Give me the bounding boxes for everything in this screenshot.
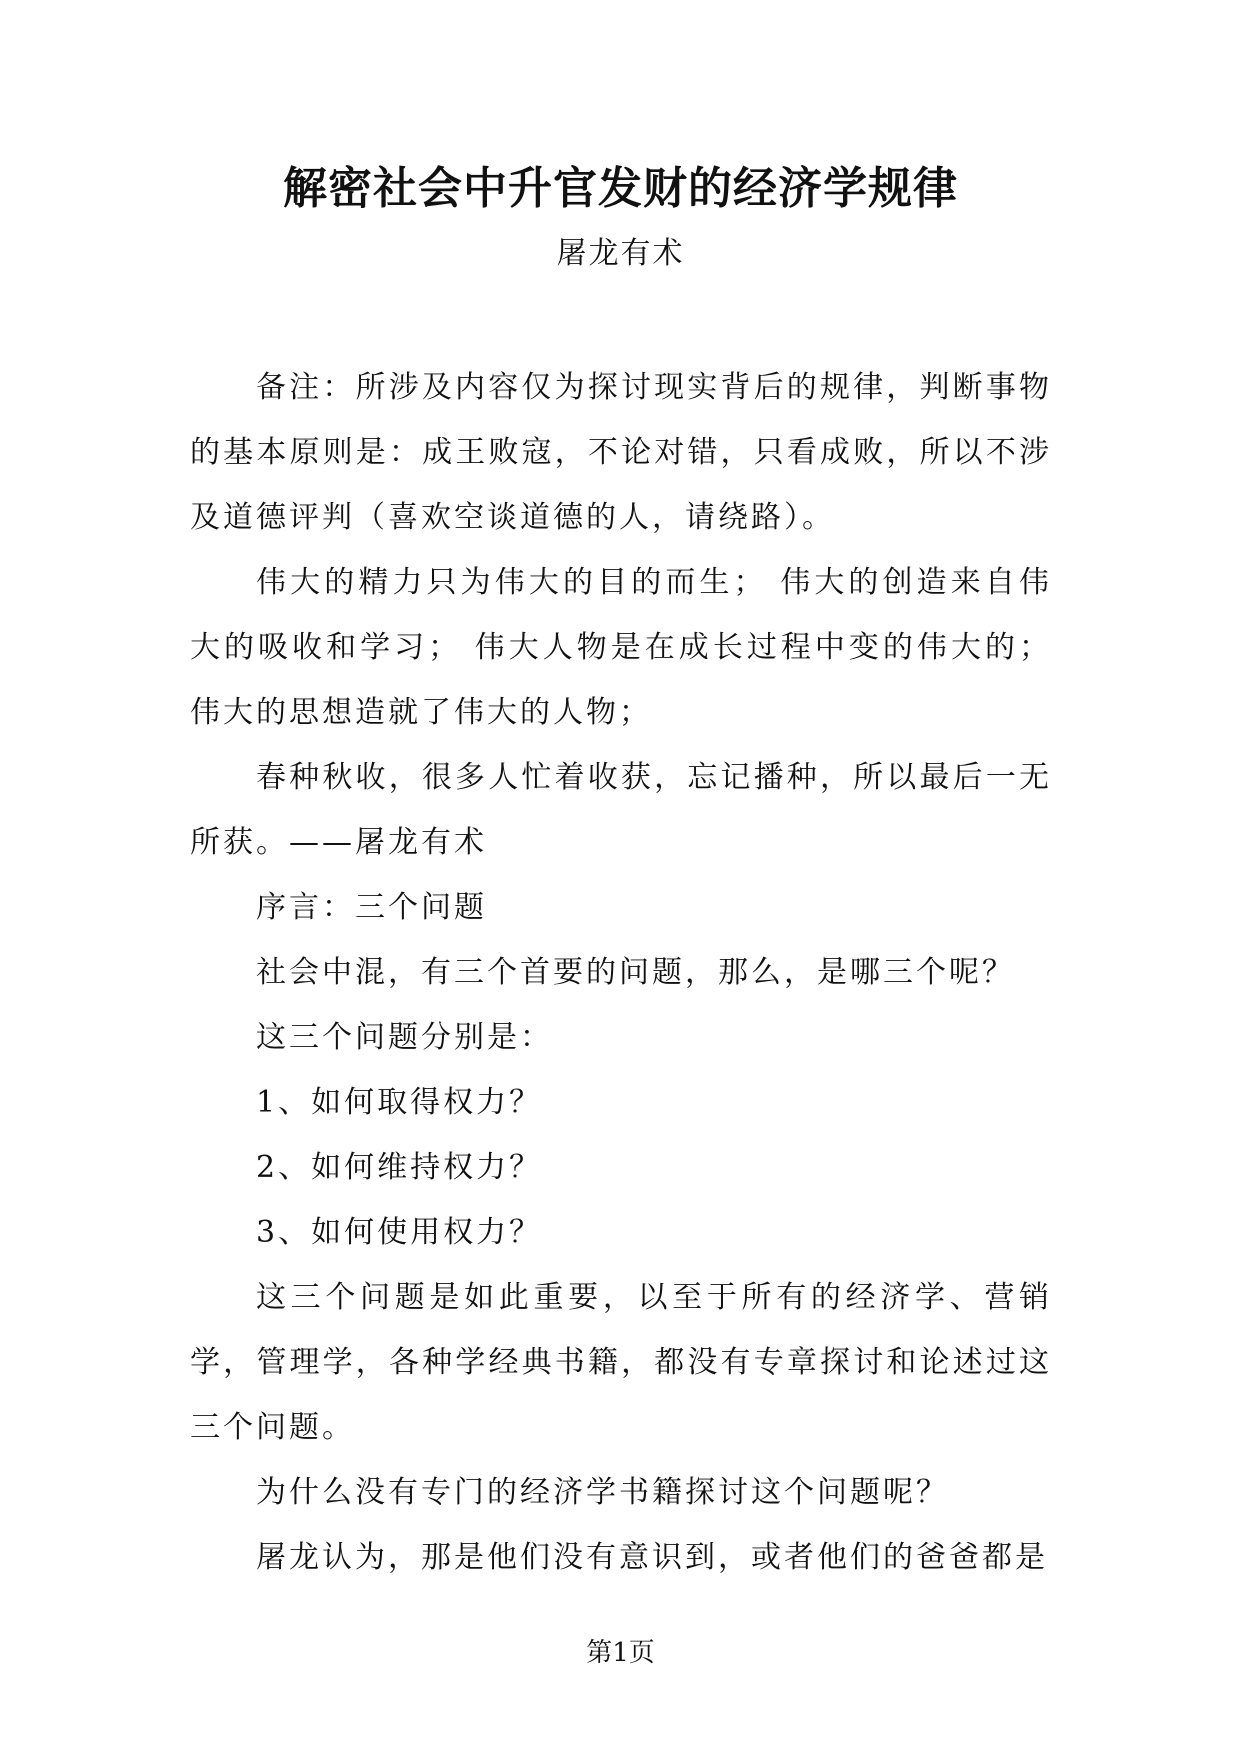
paragraph-quote: 春种秋收，很多人忙着收获，忘记播种，所以最后一无所获。——屠龙有术 [190,760,1052,860]
list-item: 3、如何使用权力？ [256,1215,543,1250]
list-item: 2、如何维持权力？ [256,1150,543,1185]
document-author: 屠龙有术 [556,236,685,271]
paragraph: 为什么没有专门的经济学书籍探讨这个问题呢？ [256,1475,949,1510]
paragraph: 屠龙认为，那是他们没有意识到，或者他们的爸爸都是 [256,1540,1048,1575]
page-number: 第1页 [586,1638,655,1668]
document-title: 解密社会中升官发财的经济学规律 [283,163,958,214]
paragraph: 这三个问题是如此重要，以至于所有的经济学、营销学，管理学，各种学经典书籍，都没有专章探讨和论述过这三个问题。 [190,1280,1052,1445]
paragraph: 这三个问题分别是： [256,1020,553,1055]
paragraph-greatness: 伟大的精力只为伟大的目的而生； 伟大的创造来自伟大的吸收和学习； 伟大人物是在成长过程中变的伟大的；伟大的思想造就了伟大的人物； [190,565,1052,730]
paragraph: 社会中混，有三个首要的问题，那么，是哪三个呢？ [256,955,1015,990]
list-item: 1、如何取得权力？ [256,1085,543,1120]
paragraph-preface-heading: 序言：三个问题 [256,890,487,925]
document-body [190,355,1052,1590]
paragraph-note: 备注：所涉及内容仅为探讨现实背后的规律，判断事物的基本原则是：成王败寇，不论对错，只看成败，所以不涉及道德评判（喜欢空谈道德的人，请绕路）。 [190,370,1052,535]
